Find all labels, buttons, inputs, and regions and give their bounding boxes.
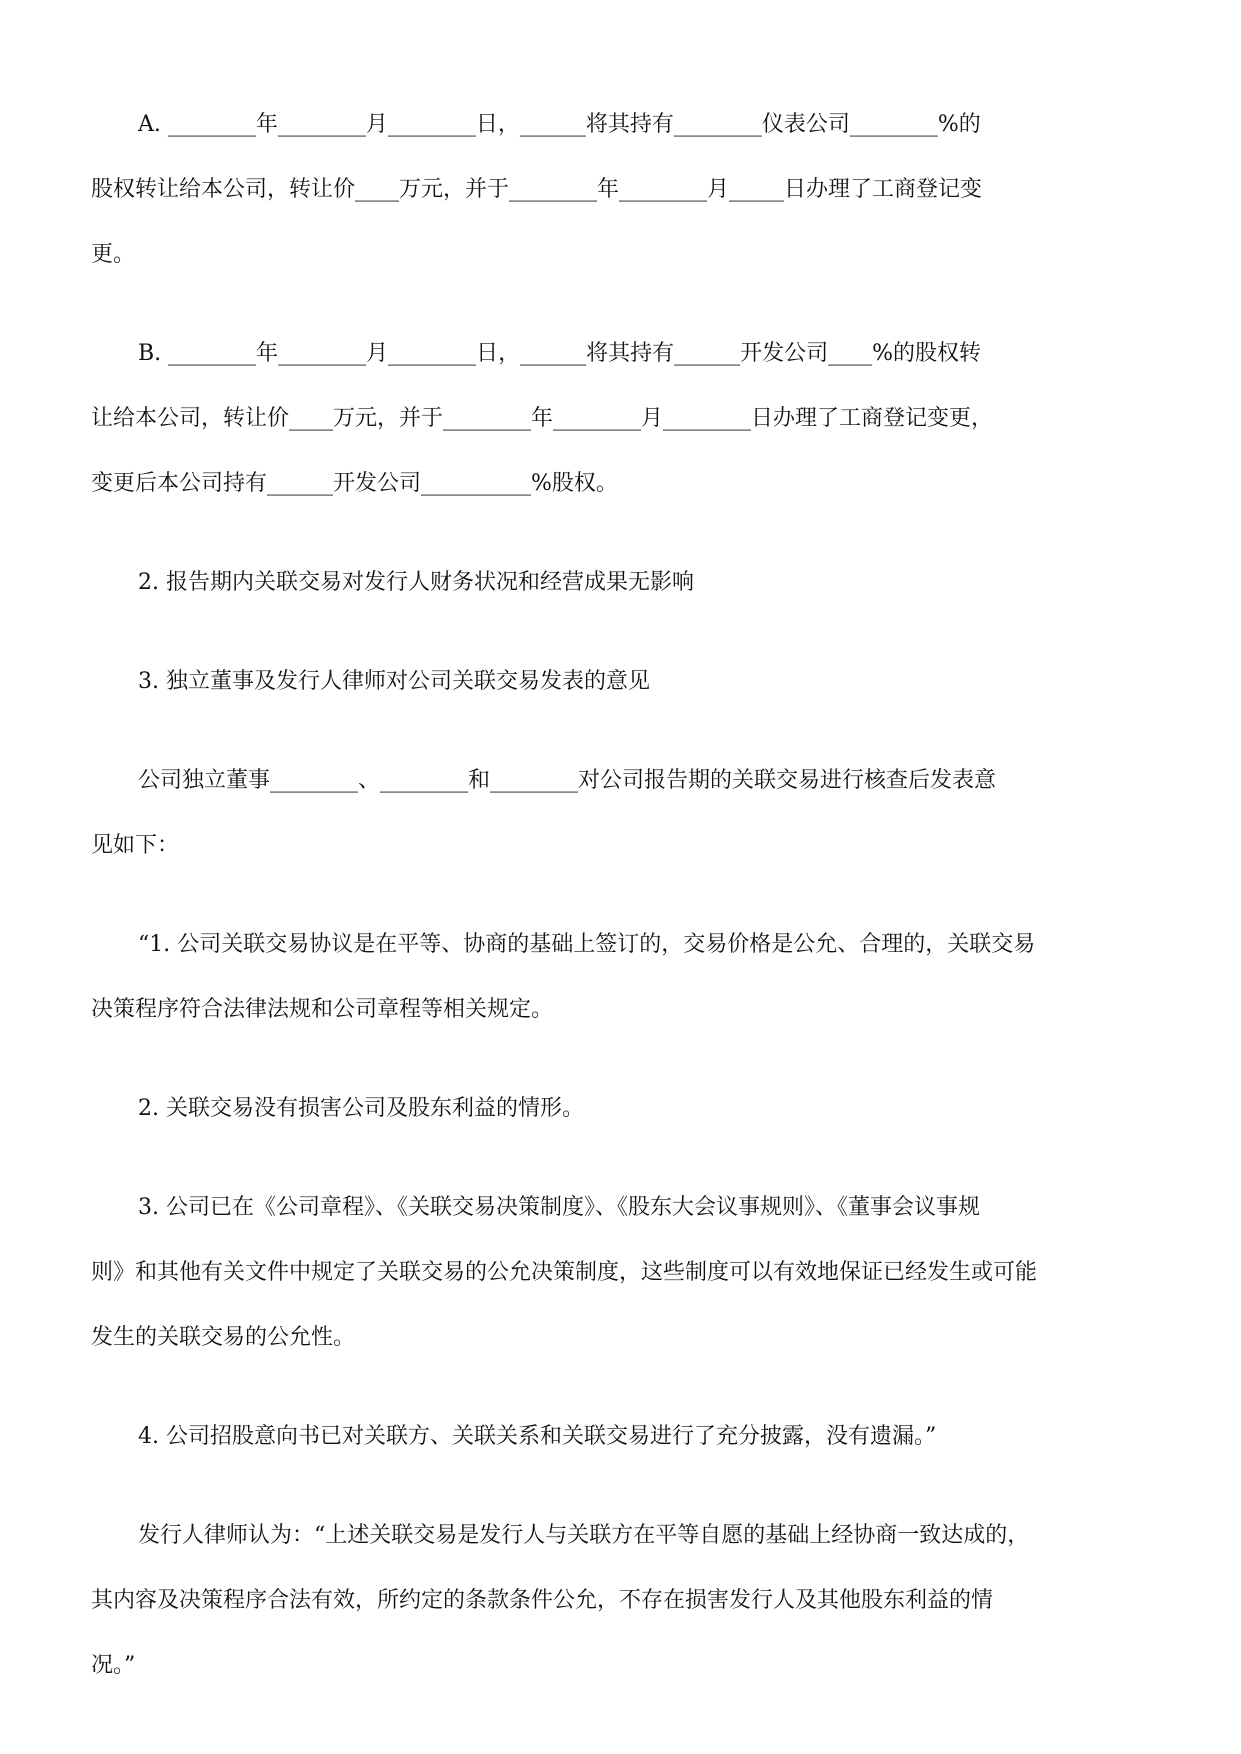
- paragraph-opinion-1: [91, 912, 1152, 1042]
- text-line: 3. 公司已在《公司章程》、《关联交易决策制度》、《股东大会议事规则》、《董事会议事规: [138, 1195, 980, 1220]
- text-line: “1. 公司关联交易协议是在平等、协商的基础上签订的，交易价格是公允、合理的，关联交易: [138, 932, 1036, 957]
- text-line: 2. 报告期内关联交易对发行人财务状况和经营成果无影响: [138, 570, 694, 595]
- text-line: 发行人律师认为：“上述关联交易是发行人与关联方在平等自愿的基础上经协商一致达成的，: [138, 1523, 1030, 1548]
- text-line: 让给本公司，转让价____万元，并于________年________月________日办理了工商登记变更，: [91, 406, 994, 431]
- paragraph-opinion-4: [91, 1404, 1152, 1469]
- text-line: 2. 关联交易没有损害公司及股东利益的情形。: [138, 1096, 584, 1121]
- paragraph-independent-directors: [91, 748, 1152, 878]
- text-line: B. ________年________月________日，______将其持有______开发公司____%的股权转: [138, 341, 982, 366]
- text-line: 公司独立董事________、________和________对公司报告期的关联交易进行核查后发表意: [138, 768, 997, 793]
- paragraph-opinion-3: [91, 1175, 1152, 1370]
- section-heading-item-3: [91, 649, 1152, 714]
- text-line: 见如下：: [91, 833, 180, 858]
- text-line: 况。”: [91, 1653, 136, 1678]
- paragraph-equity-transfer-a: [91, 92, 1152, 287]
- text-line: 变更后本公司持有______开发公司__________%股权。: [91, 471, 618, 496]
- paragraph-lawyer-opinion: [91, 1503, 1152, 1698]
- document-body: [91, 92, 1152, 1698]
- text-line: 3. 独立董事及发行人律师对公司关联交易发表的意见: [138, 669, 650, 694]
- paragraph-equity-transfer-b: [91, 321, 1152, 516]
- section-heading-item-2: [91, 550, 1152, 615]
- text-line: 决策程序符合法律法规和公司章程等相关规定。: [91, 997, 554, 1022]
- text-line: 更。: [91, 242, 136, 267]
- text-line: 其内容及决策程序合法有效，所约定的条款条件公允，不存在损害发行人及其他股东利益的情: [91, 1588, 994, 1613]
- text-line: A. ________年________月________日，______将其持有________仪表公司________%的: [138, 112, 981, 137]
- text-line: 发生的关联交易的公允性。: [91, 1325, 356, 1350]
- paragraph-opinion-2: [91, 1076, 1152, 1141]
- text-line: 则》和其他有关文件中规定了关联交易的公允决策制度，这些制度可以有效地保证已经发生或可能: [91, 1260, 1038, 1285]
- text-line: 股权转让给本公司，转让价____万元，并于________年________月_____日办理了工商登记变: [91, 177, 983, 202]
- text-line: 4. 公司招股意向书已对关联方、关联关系和关联交易进行了充分披露，没有遗漏。”: [138, 1424, 937, 1449]
